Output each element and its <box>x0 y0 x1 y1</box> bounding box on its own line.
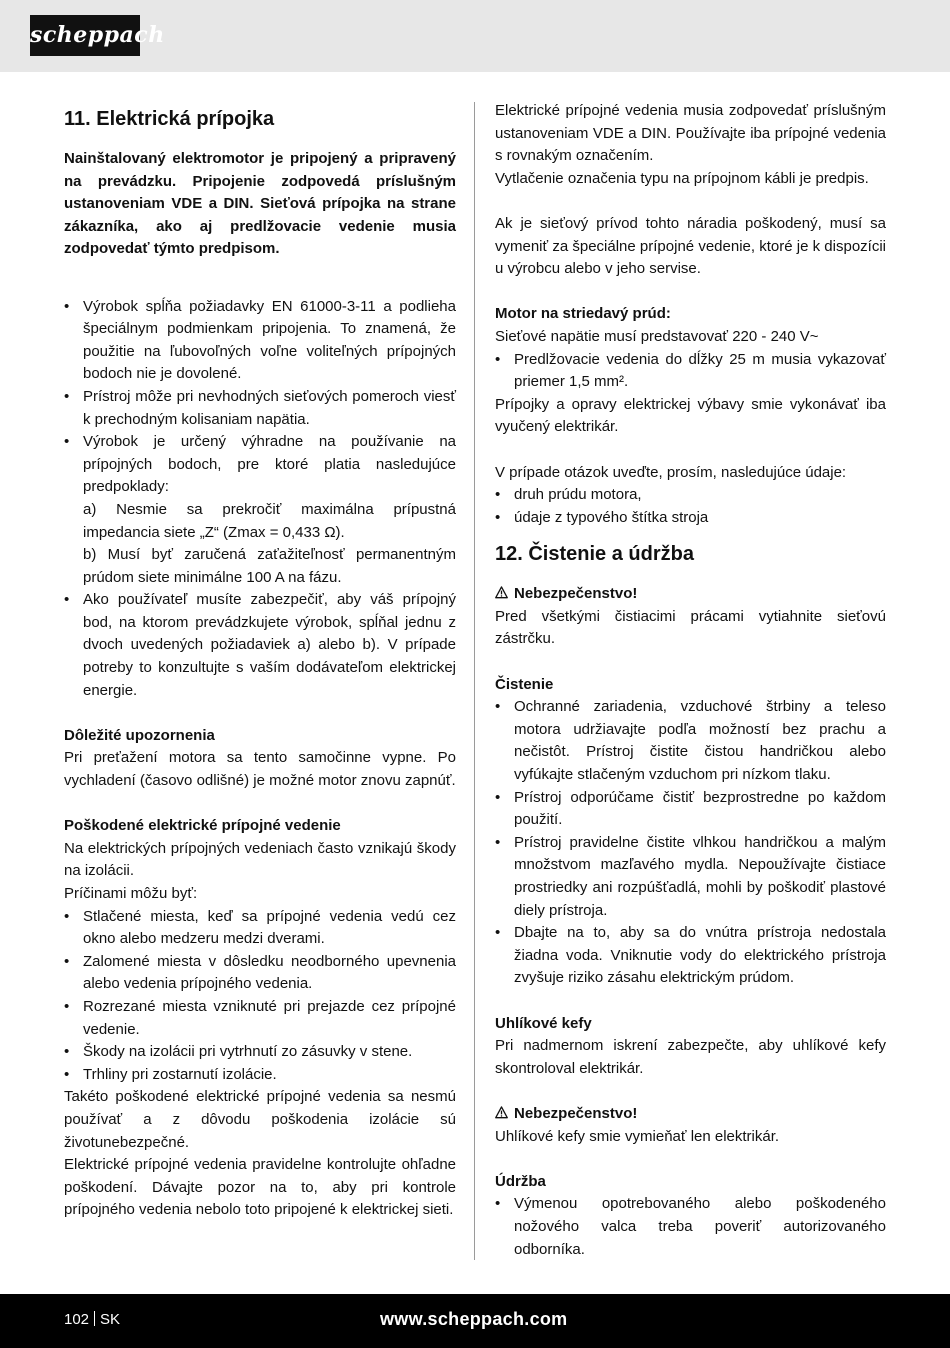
list-item: • Prístroj môže pri nevhodných sieťových pomeroch viesť k prechodným kolisaniam napätia. <box>64 386 456 431</box>
maintenance-title: Údržba <box>495 1172 546 1190</box>
cable-paragraph-3: Ak je sieťový prívod tohto náradia poškodený, musí sa vymeniť za špeciálne prípojné vedenie, ktoré je k dispozícii u výrobcu alebo v jeho servise. <box>495 214 886 278</box>
warning-triangle-icon <box>495 1106 508 1119</box>
list-item: • Ako používateľ musíte zabezpečiť, aby váš prípojný bod, na ktorom prevádzkujete výrobok, spĺňal jednu z dvoch uvedených požiadaviek a) alebo b). V prípade potreby to konzultujte s vaším dodávateľom elektrickej energie. <box>64 589 456 702</box>
section-heading-12: 12. Čistenie a údržba <box>495 543 694 566</box>
carbon-brushes-title: Uhlíkové kefy <box>495 1014 592 1032</box>
ac-motor-voltage: Sieťové napätie musí predstavovať 220 - 240 V~ <box>495 327 819 345</box>
language-code: SK <box>100 1311 121 1328</box>
important-title: Dôležité upozornenia <box>64 726 215 744</box>
ac-motor-title: Motor na striedavý prúd: <box>495 305 671 323</box>
cable-paragraph-1: Elektrické prípojné vedenia musia zodpovedať príslušným ustanoveniam VDE a DIN. Používajte iba prípojné vedenia s rovnakým označením. <box>495 102 886 165</box>
ac-motor-list <box>495 349 886 394</box>
page-number-block <box>64 1310 120 1330</box>
brand-logo: scheppach <box>30 15 140 56</box>
right-column <box>495 100 886 1261</box>
damaged-paragraph-1: Na elektrických prípojných vedeniach často vznikajú škody na izolácii. <box>64 839 456 880</box>
list-item: • Prístroj odporúčame čistiť bezprostredne po každom použití. <box>495 787 886 832</box>
cable-paragraph-2: Vytlačenie označenia typu na prípojnom kábli je predpis. <box>495 169 869 187</box>
list-item: • Výmenou opotrebovaného alebo poškodeného nožového valca treba poveriť autorizovaného odborníka. <box>495 1193 886 1261</box>
list-item: • Predlžovacie vedenia do dĺžky 25 m musia vykazovať priemer 1,5 mm². <box>495 349 886 394</box>
list-item: • Rozrezané miesta vzniknuté pri prejazde cez prípojné vedenie. <box>64 996 456 1041</box>
maintenance-list <box>495 1193 886 1261</box>
cleaning-list <box>495 696 886 990</box>
page-number: 102 <box>64 1311 90 1328</box>
danger-text-2: Uhlíkové kefy smie vymieňať len elektrikár. <box>495 1127 780 1145</box>
list-item: • Výrobok spĺňa požiadavky EN 61000-3-11 a podlieha špeciálnym podmienkam pripojenia. To znamená, že použitie na ľubovoľných voľne voliteľných prípojných bodoch nie je dovolené. <box>64 296 456 386</box>
list-item: • údaje z typového štítka stroja <box>495 507 886 530</box>
questions-paragraph: V prípade otázok uveďte, prosím, nasledujúce údaje: <box>495 463 847 481</box>
website-link[interactable]: www.scheppach.com <box>380 1309 568 1329</box>
page-footer <box>0 1294 950 1348</box>
warning-triangle-icon <box>495 586 508 599</box>
danger-title: Nebezpečenstvo! <box>514 1104 638 1122</box>
footer-separator <box>94 1311 95 1326</box>
column-divider <box>474 102 475 1260</box>
page-header <box>0 0 950 72</box>
left-column <box>64 100 456 1222</box>
list-item: • Zalomené miesta v dôsledku neodborného upevnenia alebo vedenia prípojného vedenia. <box>64 951 456 996</box>
list-item: • Trhliny pri zostarnutí izolácie. <box>64 1064 456 1087</box>
damage-causes-list <box>64 906 456 1087</box>
condition-a: a) Nesmie sa prekročiť maximálna prípustná impedancia siete „Z“ (Zmax = 0,433 Ω). <box>83 500 456 541</box>
condition-b: b) Musí byť zaručená zaťažiteľnosť permanentným prúdom siete minimálne 100 A na fázu. <box>83 546 456 586</box>
requirements-list <box>64 296 456 703</box>
list-item: • druh prúdu motora, <box>495 484 886 507</box>
damaged-paragraph-2: Príčinami môžu byť: <box>64 885 198 902</box>
section-heading-11: 11. Elektrická prípojka <box>64 108 275 130</box>
list-item: • Dbajte na to, aby sa do vnútra prístroja nedostala žiadna voda. Vniknutie vody do elektrického prístroja zvyšuje riziko zásahu elektrickým prúdom. <box>495 922 886 990</box>
list-item <box>64 431 456 589</box>
danger-warning-1 <box>495 583 886 606</box>
danger-text-1: Pred všetkými čistiacimi prácami vytiahnite sieťovú zástrčku. <box>495 607 886 648</box>
carbon-brushes-text: Pri nadmernom iskrení zabezpečte, aby uhlíkové kefy skontroloval elektrikár. <box>495 1037 886 1077</box>
danger-warning-2 <box>495 1103 886 1126</box>
ac-motor-paragraph-2: Prípojky a opravy elektrickej výbavy smie vykonávať iba vyučený elektrikár. <box>495 395 886 436</box>
questions-list <box>495 484 886 529</box>
danger-title: Nebezpečenstvo! <box>514 585 638 603</box>
intro-paragraph: Nainštalovaný elektromotor je pripojený a pripravený na prevádzku. Pripojenie zodpovedá príslušným ustanoveniam VDE a DIN. Sieťová prípojka na strane zákazníka, ako aj predlžovacie vedenie musia zodpovedať týmto predpisom. <box>64 150 456 258</box>
damaged-cable-title: Poškodené elektrické prípojné vedenie <box>64 817 341 835</box>
list-item: • Prístroj pravidelne čistite vlhkou handričkou a malým množstvom mazľavého mydla. Nepoužívajte čistiace prostriedky ani rozpúšťadlá, mohli by poškodiť plastové diely prístroja. <box>495 832 886 922</box>
damaged-paragraph-4: Elektrické prípojné vedenia pravidelne kontrolujte ohľadne poškodení. Dávajte pozor na to, aby pri kontrole prípojného vedenia nebolo toto pripojené k elektrickej sieti. <box>64 1156 456 1219</box>
list-item: • Stlačené miesta, keď sa prípojné vedenia vedú cez okno alebo medzeru medzi dverami. <box>64 906 456 951</box>
important-text: Pri preťažení motora sa tento samočinne vypne. Po vychladení (časovo odlišné) je možné motor znovu zapnúť. <box>64 749 456 790</box>
cleaning-title: Čistenie <box>495 675 554 693</box>
list-item-text: Výrobok je určený výhradne na používanie na prípojných bodoch, pre ktoré platia nasledujúce predpoklady: <box>83 433 456 496</box>
list-item: • Ochranné zariadenia, vzduchové štrbiny a teleso motora udržiavajte podľa možností bez prachu a nečistôt. Prístroj čistite čistou handričkou alebo vyfúkajte stlačeným vzduchom pri nízkom tlaku. <box>495 696 886 786</box>
damaged-paragraph-3: Takéto poškodené elektrické prípojné vedenia sa nesmú používať a z dôvodu poškodenia izolácie sú životunebezpečné. <box>64 1088 456 1151</box>
list-item: • Škody na izolácii pri vytrhnutí zo zásuvky v stene. <box>64 1041 456 1064</box>
